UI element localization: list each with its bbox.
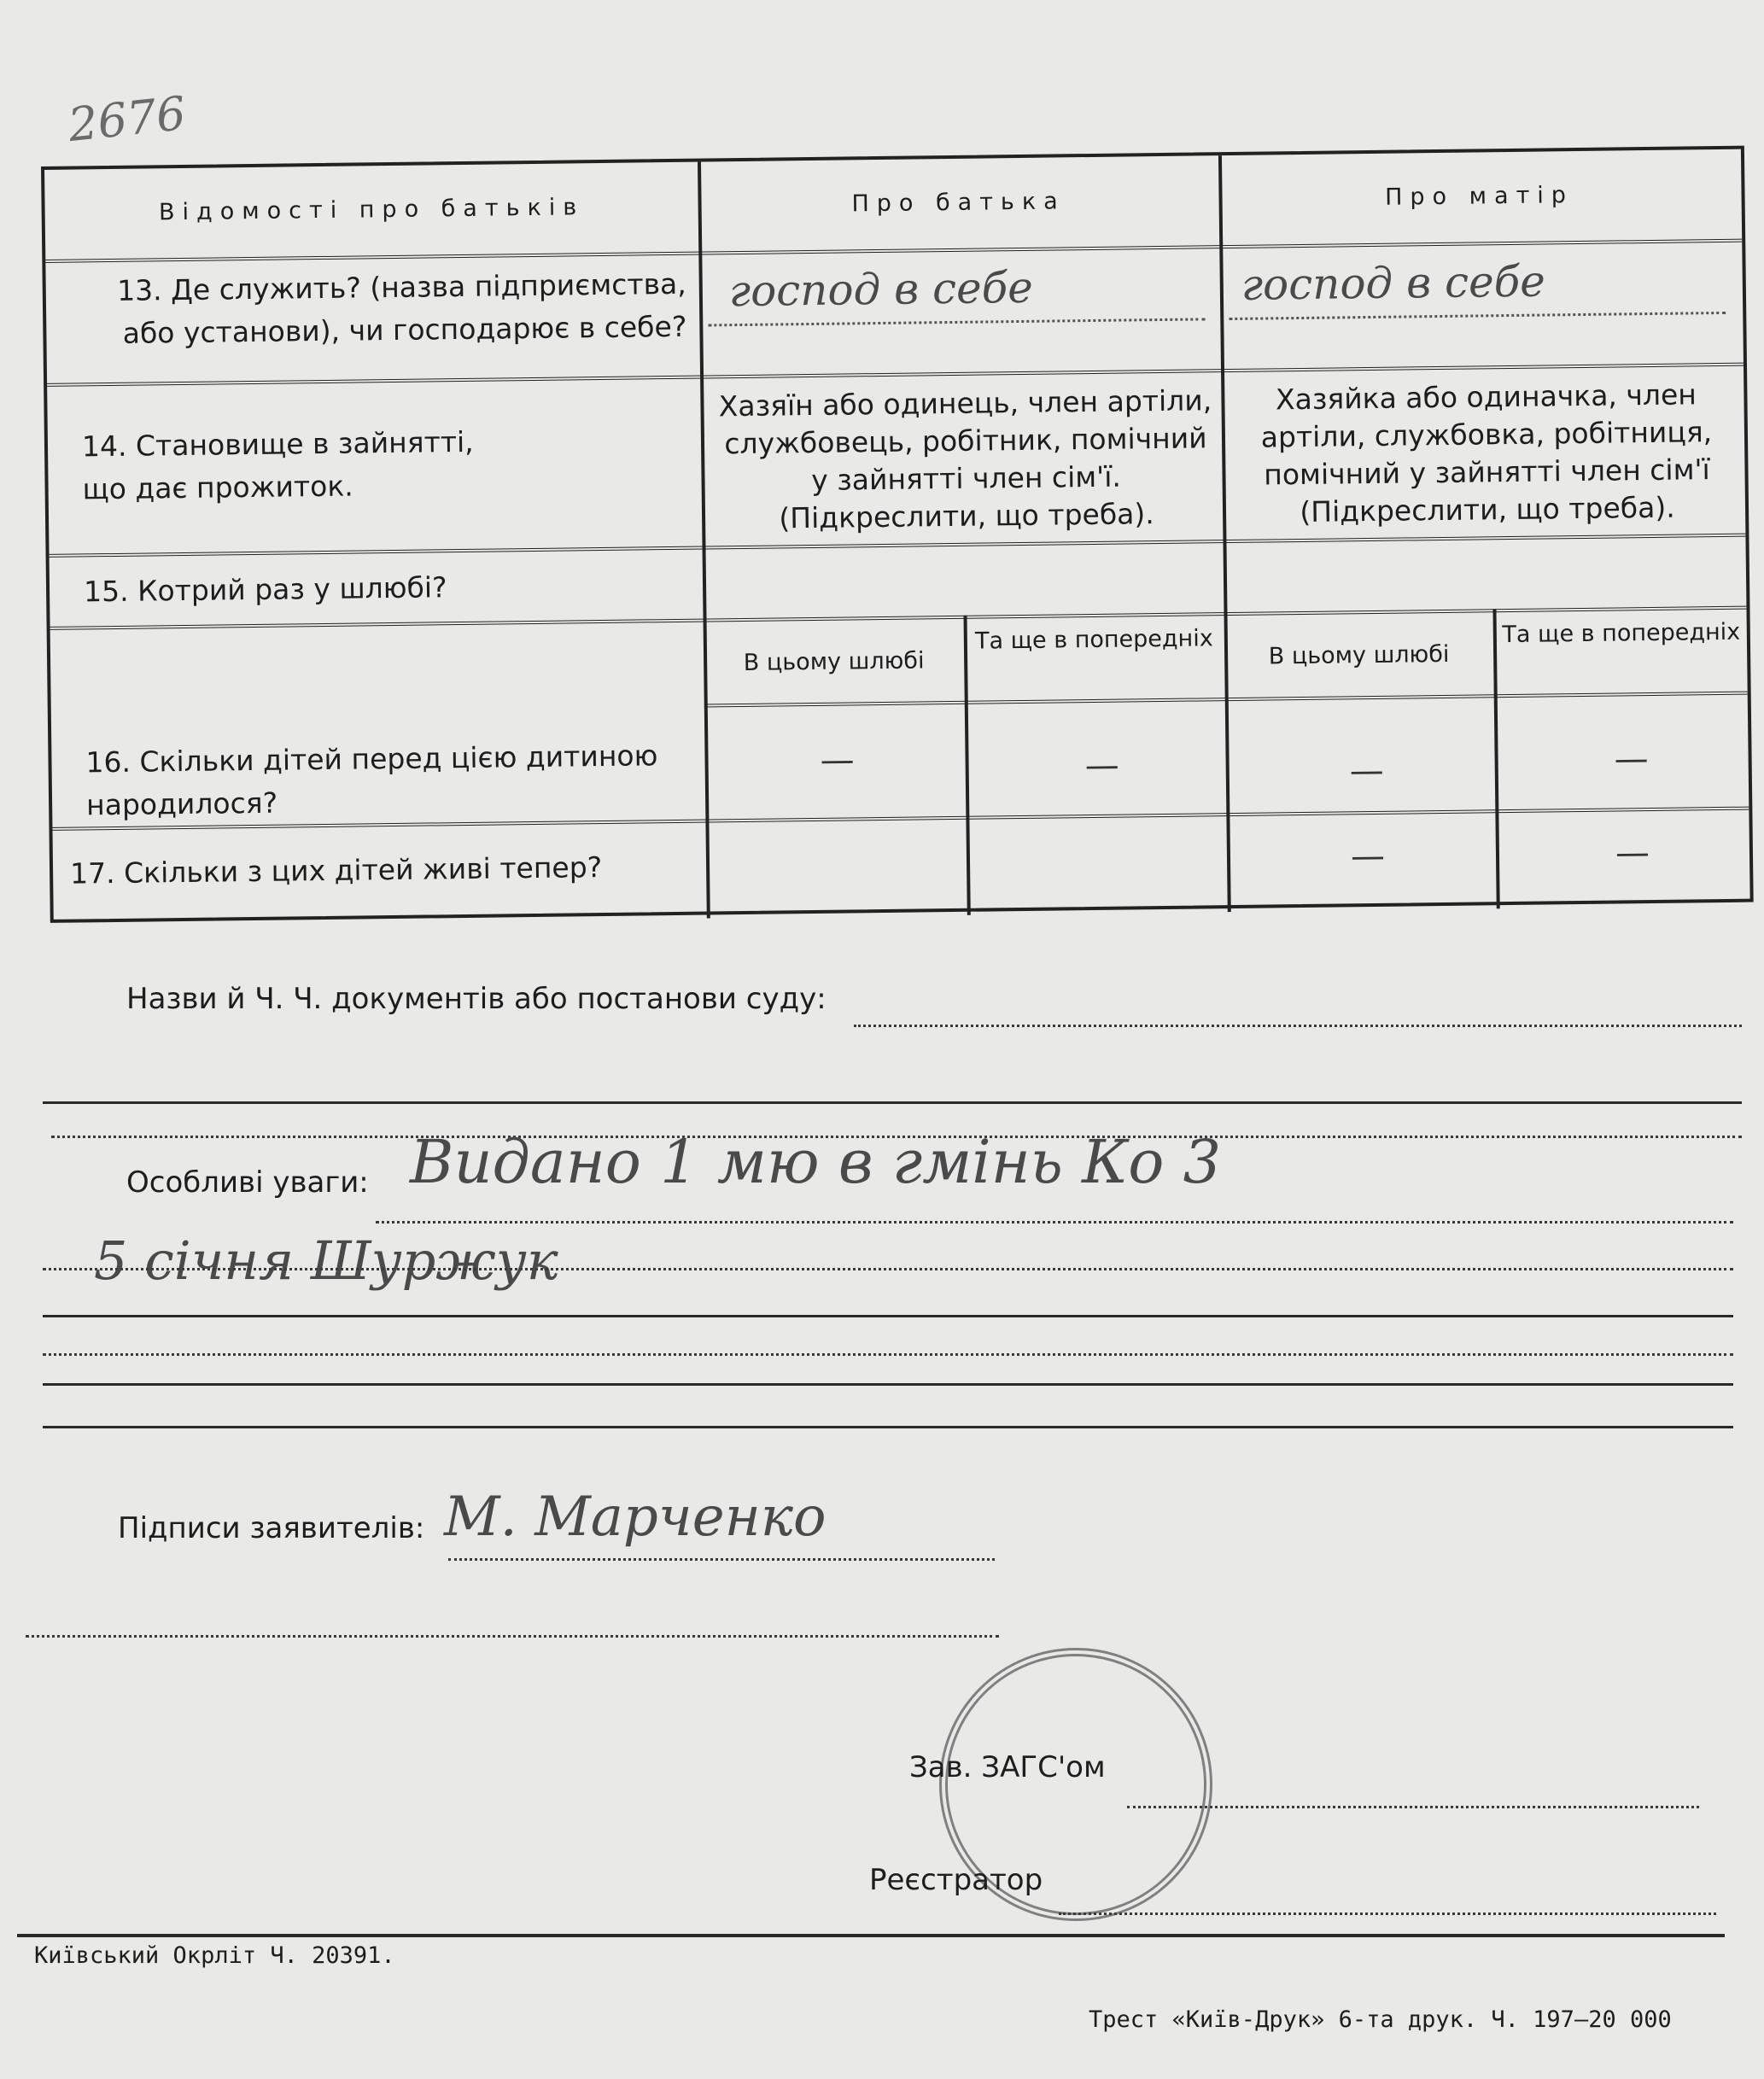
header-mother: Про матір bbox=[1384, 182, 1574, 211]
question-16: 16. Скільки дітей перед цією дитиною народилося? bbox=[85, 739, 658, 822]
answer-16-mother-this: — bbox=[1349, 750, 1385, 791]
registrar-signature-line bbox=[1059, 1913, 1716, 1915]
notes-line-4 bbox=[43, 1353, 1733, 1356]
footer-left-imprint: Київський Окрліт Ч. 20391. bbox=[34, 1942, 395, 1969]
archive-number: 2676 bbox=[66, 85, 189, 153]
header-father: Про батька bbox=[851, 188, 1066, 218]
answer-13-father: господ в себе bbox=[728, 262, 1034, 317]
notes-handwriting-1: Видано 1 мю в гмінь Ко 3 bbox=[410, 1127, 1222, 1197]
signature-line bbox=[448, 1558, 995, 1561]
subheader-mother-this-marriage: В цьому шлюбі bbox=[1268, 640, 1450, 670]
answer-16-mother-previous: — bbox=[1614, 739, 1649, 780]
col-divider-father-sub bbox=[964, 616, 971, 915]
registrar-label: Реєстратор bbox=[869, 1863, 1043, 1897]
documents-label: Назви й Ч. Ч. документів або постанови суду: bbox=[126, 982, 827, 1016]
head-signature-line bbox=[1127, 1806, 1699, 1808]
question-13: 13. Де служить? (назва підприємства, або установи), чи господарює в себе? bbox=[116, 266, 687, 350]
notes-label: Особливі уваги: bbox=[126, 1165, 369, 1200]
col-divider-mother-sub bbox=[1492, 609, 1499, 908]
applicant-signature: М. Марченко bbox=[444, 1486, 827, 1549]
answer-line-13-mother bbox=[1229, 312, 1726, 320]
question-14: 14. Становище в зайнятті, що дає прожиток. bbox=[81, 424, 474, 506]
question-15: 15. Котрий раз у шлюбі? bbox=[83, 570, 447, 609]
notes-line-2 bbox=[43, 1268, 1733, 1270]
question-17: 17. Скільки з цих дітей живі тепер? bbox=[69, 850, 603, 891]
subheader-father-this-marriage: В цьому шлюбі bbox=[743, 647, 925, 676]
documents-line bbox=[854, 1025, 1742, 1027]
subheader-mother-previous: Та ще в попередніх bbox=[1502, 618, 1741, 649]
signatures-label: Підписи заявителів: bbox=[118, 1511, 425, 1545]
parents-info-table bbox=[41, 146, 1754, 923]
answer-17-mother-this: — bbox=[1350, 836, 1386, 877]
subheader-father-previous: Та ще в попередніх bbox=[974, 625, 1213, 655]
col-divider-2 bbox=[1218, 155, 1231, 912]
notes-rule-3 bbox=[43, 1315, 1733, 1317]
answer-line-13-father bbox=[708, 318, 1205, 326]
answer-14-father-options: Хазяїн або одинець, член артіли, службовець, робітник, помічний у зайнятті член сім'ї. (Підкреслити, що треба). bbox=[718, 383, 1212, 535]
signature-line-2 bbox=[26, 1635, 999, 1638]
col-divider-1 bbox=[698, 162, 710, 919]
documents-rule-1 bbox=[43, 1101, 1742, 1104]
header-parents-info: Відомості про батьків bbox=[158, 194, 585, 226]
notes-rule-5 bbox=[43, 1383, 1733, 1386]
answer-16-father-previous: — bbox=[1084, 745, 1119, 786]
notes-rule-6 bbox=[43, 1426, 1733, 1428]
footer-right-imprint: Трест «Київ-Друк» 6-та друк. Ч. 197—20 000 bbox=[1089, 2006, 1672, 2033]
answer-14-mother-options: Хазяйка або одиначка, член артіли, службовка, робітниця, помічний у зайнятті член сім'ї (Підкреслити, що треба). bbox=[1260, 377, 1713, 529]
notes-line-1 bbox=[376, 1221, 1733, 1223]
footer-rule bbox=[17, 1934, 1725, 1937]
answer-17-mother-previous: — bbox=[1615, 833, 1650, 873]
answer-16-father-this: — bbox=[820, 740, 855, 780]
head-label: Зав. ЗАГС'ом bbox=[909, 1750, 1106, 1784]
notes-handwriting-2: 5 січня Шуржук bbox=[94, 1229, 558, 1292]
answer-13-mother: господ в себе bbox=[1241, 256, 1546, 310]
row-divider-14 bbox=[50, 534, 1746, 558]
